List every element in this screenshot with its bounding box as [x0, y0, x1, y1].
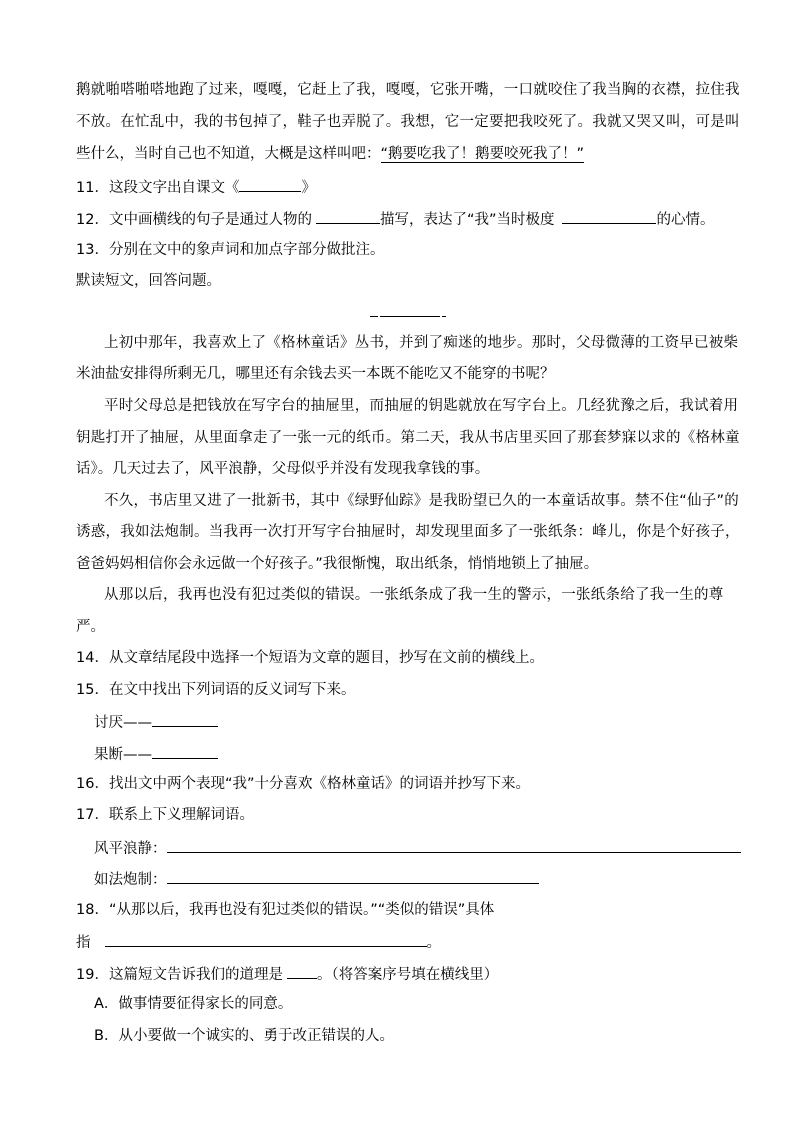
passage2-line-4: 钥匙打开了抽屉，从里面拿走了一张一元的纸币。第二天，我从书店里买回了那套梦寐以求的《格林童 [76, 430, 740, 446]
q11-answer-blank[interactable] [239, 175, 301, 192]
passage2-line-6: 不久，书店里又进了一批新书，其中《绿野仙踪》是我盼望已久的一本童话故事。禁不住“仙子”的 [104, 493, 740, 509]
q11-prefix: 11．这段文字出自课文《 [76, 180, 240, 196]
q15-item-b [94, 742, 218, 764]
q15-item-b-label: 果断—— [94, 747, 152, 763]
passage2-line-7: 诱惑，我如法炮制。当我再一次打开写字台抽屉时，却发现里面多了一张纸条：峰儿，你是个好孩子， [76, 524, 740, 540]
title-blank-segment-right [442, 316, 446, 317]
q12-prefix: 12．文中画横线的句子是通过人物的 [76, 212, 312, 228]
q17-item-b-label: 如法炮制： [94, 872, 167, 888]
passage1-line-2: 不放。在忙乱中，我的书包掉了，鞋子也弄脱了。我想，它一定要把我咬死了。我就又哭又叫，可是叫 [76, 114, 740, 130]
q12-middle: 描写，表达了“我”当时极度 [379, 212, 555, 228]
question-13: 13．分别在文中的象声词和加点字部分做批注。 [76, 242, 385, 258]
passage-title-blank[interactable] [370, 316, 446, 318]
q12-suffix: 的心情。 [656, 212, 715, 228]
title-blank-segment-mid [380, 316, 440, 317]
question-18: 18．“从那以后，我再也没有犯过类似的错误。”“类似的错误”具体 [76, 902, 495, 918]
q15-answer-blank-a[interactable] [152, 710, 218, 727]
question-19 [76, 962, 498, 984]
question-11 [76, 175, 316, 197]
q18-prefix: 指 [76, 935, 91, 951]
underlined-sentence: “鹅要吃我了！鹅要咬死我了！” [380, 146, 585, 162]
passage1-line-1: 鹅就啪嗒啪嗒地跑了过来，嘎嘎，它赶上了我，嘎嘎，它张开嘴，一口就咬住了我当胸的衣襟，拉住我 [76, 82, 740, 98]
q17-answer-blank-a[interactable] [167, 836, 741, 853]
q18-answer-blank[interactable] [105, 930, 427, 947]
question-12 [76, 207, 714, 229]
q15-item-a-label: 讨厌—— [94, 715, 152, 731]
passage2-line-3: 平时父母总是把钱放在写字台的抽屉里，而抽屉的钥匙就放在写字台上。几经犹豫之后，我试着用 [104, 398, 739, 414]
question-15: 15．在文中找出下列词语的反义词写下来。 [76, 682, 356, 698]
q17-answer-blank-b[interactable] [167, 867, 539, 884]
q19-suffix: 。（将答案序号填在横线里） [316, 967, 499, 983]
q19-option-b: B．从小要做一个诚实的、勇于改正错误的人。 [94, 1028, 394, 1044]
q19-answer-blank[interactable] [287, 962, 317, 979]
q12-answer-blank-2[interactable] [562, 207, 656, 224]
question-17: 17．联系上下义理解词语。 [76, 807, 254, 823]
passage1-line-3 [76, 143, 584, 165]
q15-item-a [94, 710, 218, 732]
q19-option-a: A．做事情要征得家长的同意。 [94, 996, 293, 1012]
passage2-line-10: 严。 [76, 619, 105, 635]
passage2-line-9: 从那以后，我再也没有犯过类似的错误。一张纸条成了我一生的警示，一张纸条给了我一生的尊 [104, 587, 724, 603]
passage2-line-1: 上初中那年，我喜欢上了《格林童话》丛书，并到了痴迷的地步。那时，父母微薄的工资早已被柴 [104, 335, 739, 351]
question-16: 16．找出文中两个表现“我”十分喜欢《格林童话》的词语并抄写下来。 [76, 776, 530, 792]
question-14: 14．从文章结尾段中选择一个短语为文章的题目，抄写在文前的横线上。 [76, 650, 544, 666]
q11-suffix: 》 [301, 180, 316, 196]
passage1-line-3-text: 些什么，当时自己也不知道，大概是这样叫吧： [76, 146, 381, 162]
passage2-line-2: 米油盐安排得所剩无几，哪里还有余钱去买一本既不能吃又不能穿的书呢？ [76, 366, 555, 382]
q12-answer-blank-1[interactable] [316, 207, 380, 224]
q15-answer-blank-b[interactable] [152, 742, 218, 759]
q18-suffix: 。 [426, 935, 441, 951]
passage2-line-5: 话》。几天过去了，风平浪静，父母似乎并没有发现我拿钱的事。 [76, 461, 490, 477]
title-blank-segment-left [370, 316, 378, 317]
q17-item-a-label: 风平浪静： [94, 841, 167, 857]
q17-item-b [94, 867, 539, 889]
reading-instruction: 默读短文，回答问题。 [76, 273, 221, 289]
q17-item-a [94, 836, 741, 858]
passage2-line-8: 爸爸妈妈相信你会永远做一个好孩子。”我很惭愧，取出纸条，悄悄地锁上了抽屉。 [76, 556, 599, 572]
q19-prefix: 19．这篇短文告诉我们的道理是 [76, 967, 283, 983]
question-18-line-2 [76, 930, 441, 952]
